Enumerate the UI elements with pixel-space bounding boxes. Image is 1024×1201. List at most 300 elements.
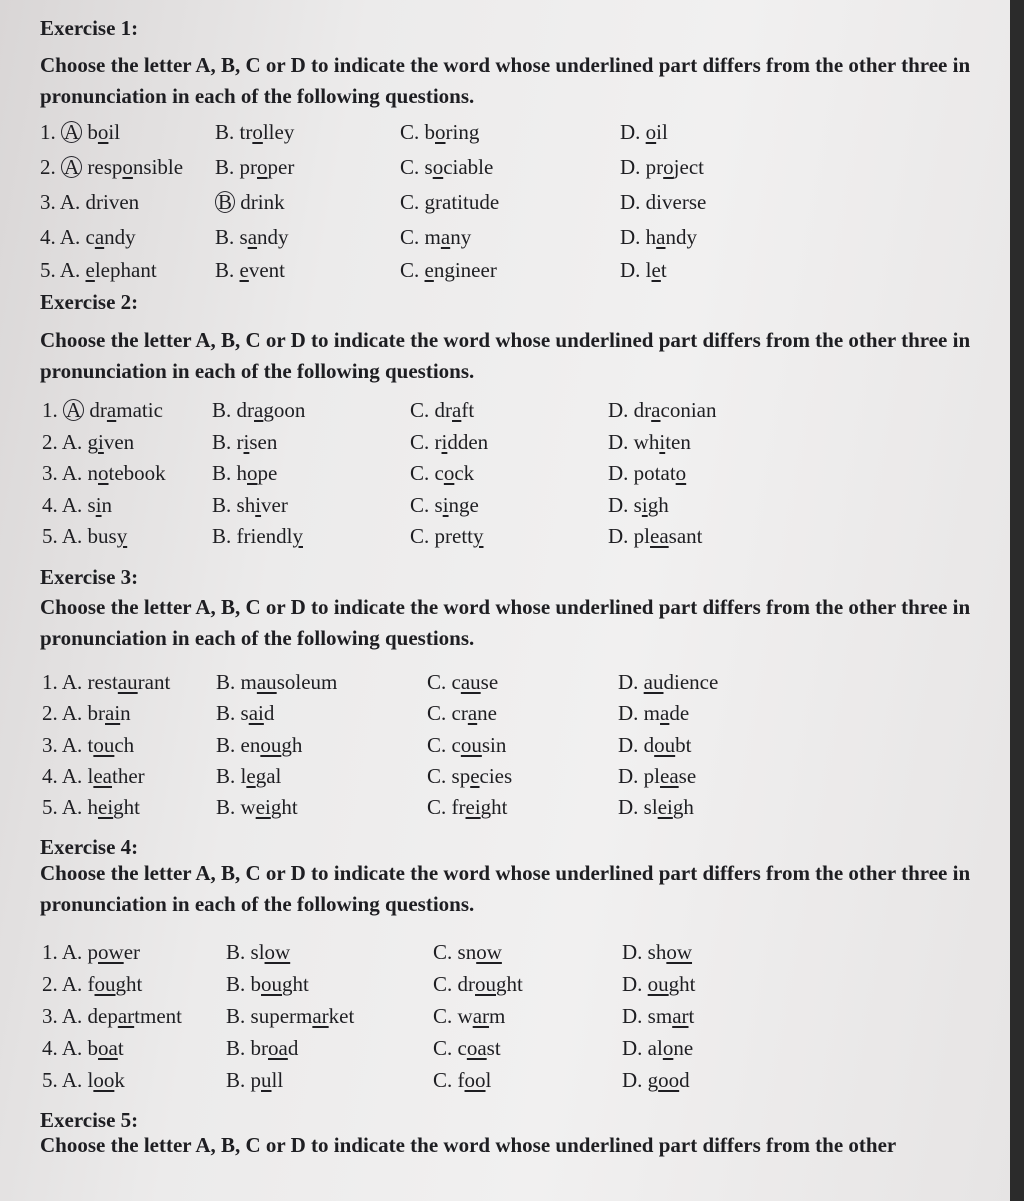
option-letter: D: [620, 190, 636, 214]
exercise-title: Exercise 2:: [40, 290, 139, 314]
option-letter: A: [61, 795, 78, 819]
option-word: cousin: [451, 733, 507, 757]
option-letter: C: [410, 524, 425, 548]
option-separator: .: [77, 795, 88, 819]
option-letter: B: [215, 258, 230, 282]
option-separator: .: [240, 1004, 251, 1028]
answer-option[interactable]: [618, 764, 696, 789]
option-separator: .: [447, 1036, 458, 1060]
answer-option[interactable]: [226, 1004, 354, 1029]
answer-option[interactable]: [618, 670, 718, 695]
answer-option[interactable]: [433, 940, 502, 965]
answer-option[interactable]: [40, 120, 120, 145]
option-letter: D: [618, 701, 634, 725]
option-separator: .: [229, 258, 240, 282]
option-separator: .: [230, 764, 241, 788]
question-number: 4.: [42, 764, 62, 788]
option-word: boring: [424, 120, 480, 144]
option-letter: B: [215, 120, 230, 144]
option-letter: B: [216, 733, 231, 757]
option-letter: B: [216, 764, 231, 788]
option-letter: D: [618, 733, 634, 757]
option-separator: .: [633, 795, 644, 819]
answer-option[interactable]: [608, 493, 669, 518]
option-separator: .: [77, 670, 88, 694]
answer-option[interactable]: [400, 225, 471, 250]
option-separator: .: [623, 461, 634, 485]
option-word: shiver: [236, 493, 288, 517]
question-number: 2.: [42, 430, 62, 454]
answer-option[interactable]: [608, 398, 716, 423]
option-letter: B: [212, 398, 227, 422]
option-letter: D: [608, 398, 624, 422]
option-word: smart: [647, 1004, 695, 1028]
option-word: sleigh: [643, 795, 694, 819]
answer-option[interactable]: [42, 795, 140, 820]
option-word: engineer: [424, 258, 497, 282]
option-separator: .: [424, 430, 435, 454]
option-separator: .: [77, 1036, 88, 1060]
option-letter: D: [618, 670, 634, 694]
answer-option[interactable]: [212, 461, 277, 486]
option-separator: .: [240, 972, 251, 996]
option-letter: C: [433, 1036, 448, 1060]
answer-option[interactable]: [42, 670, 170, 695]
option-letter: D: [620, 155, 636, 179]
option-word: dragoon: [236, 398, 306, 422]
option-word: look: [87, 1068, 125, 1092]
option-separator: .: [414, 225, 425, 249]
option-letter: A: [61, 733, 78, 757]
answer-option[interactable]: [215, 225, 289, 250]
option-word: legal: [240, 764, 282, 788]
question-number: 4.: [42, 493, 62, 517]
answer-option[interactable]: [410, 430, 488, 455]
answer-option[interactable]: [42, 1036, 124, 1061]
answer-option[interactable]: [608, 524, 703, 549]
photo-edge: [1010, 0, 1024, 1201]
option-separator: .: [623, 493, 634, 517]
option-separator: .: [77, 461, 88, 485]
option-word: oil: [645, 120, 668, 144]
option-separator: .: [633, 701, 644, 725]
option-letter: C: [427, 795, 442, 819]
option-word: alone: [647, 1036, 694, 1060]
option-separator: .: [633, 733, 644, 757]
option-separator: .: [447, 1068, 458, 1092]
answer-option[interactable]: [618, 733, 692, 758]
option-separator: .: [441, 701, 452, 725]
option-letter: C: [427, 764, 442, 788]
option-letter: B: [216, 795, 231, 819]
option-letter: A: [61, 701, 78, 725]
option-word: boil: [87, 120, 121, 144]
exercise-instruction: Choose the letter A, B, C or D to indicate the word whose underlined part differs from the other: [40, 1133, 897, 1157]
option-word: warm: [457, 1004, 506, 1028]
exercise-title: Exercise 3:: [40, 565, 139, 589]
option-separator: .: [77, 524, 88, 548]
answer-option[interactable]: [400, 190, 499, 215]
option-word: project: [645, 155, 704, 179]
answer-option[interactable]: [42, 1068, 125, 1093]
option-separator: .: [230, 670, 241, 694]
option-word: audience: [643, 670, 719, 694]
option-separator: .: [414, 120, 425, 144]
option-separator: .: [623, 398, 634, 422]
answer-option[interactable]: [226, 1068, 283, 1093]
question-number: 5.: [42, 795, 62, 819]
answer-option[interactable]: [622, 972, 696, 997]
option-letter: C: [410, 398, 425, 422]
option-separator: .: [77, 493, 88, 517]
answer-option[interactable]: [42, 972, 142, 997]
option-word: candy: [85, 225, 136, 249]
option-separator: .: [229, 225, 240, 249]
option-separator: .: [635, 155, 646, 179]
option-letter: A: [61, 972, 78, 996]
answer-option[interactable]: [622, 1068, 690, 1093]
option-word: weight: [240, 795, 298, 819]
option-letter: A: [61, 524, 78, 548]
option-separator: .: [226, 461, 237, 485]
answer-option[interactable]: [433, 1036, 501, 1061]
option-word: fool: [457, 1068, 492, 1092]
answer-option[interactable]: [427, 701, 497, 726]
answer-option[interactable]: [40, 225, 136, 250]
option-word: crane: [451, 701, 497, 725]
option-separator: .: [447, 940, 458, 964]
answer-option[interactable]: [410, 461, 474, 486]
answer-option[interactable]: [42, 524, 127, 549]
option-word: given: [87, 430, 135, 454]
option-word: pull: [250, 1068, 284, 1092]
answer-option[interactable]: [608, 430, 691, 455]
question-number: 2.: [42, 701, 62, 725]
option-word: show: [647, 940, 693, 964]
question-number: 4.: [42, 1036, 62, 1060]
answer-option[interactable]: [215, 258, 285, 283]
option-letter: C: [410, 461, 425, 485]
option-word: slow: [250, 940, 291, 964]
answer-option[interactable]: [40, 258, 157, 283]
option-letter: D: [608, 493, 624, 517]
answer-option[interactable]: [42, 398, 163, 423]
option-separator: .: [447, 1004, 458, 1028]
option-letter: C: [427, 701, 442, 725]
option-word: responsible: [87, 155, 184, 179]
answer-option[interactable]: [410, 524, 484, 549]
option-letter: B: [226, 1068, 241, 1092]
option-word: doubt: [643, 733, 692, 757]
option-word: risen: [236, 430, 278, 454]
option-letter: D: [618, 795, 634, 819]
option-letter: A: [59, 258, 76, 282]
option-separator: .: [77, 1004, 88, 1028]
option-word: hope: [236, 461, 278, 485]
option-letter: B: [216, 701, 231, 725]
option-word: restaurant: [87, 670, 171, 694]
answer-option[interactable]: [433, 1068, 491, 1093]
option-letter: C: [433, 940, 448, 964]
option-separator: .: [230, 733, 241, 757]
answer-option[interactable]: [216, 701, 274, 726]
option-word: height: [87, 795, 141, 819]
answer-option[interactable]: [427, 733, 506, 758]
option-word: enough: [240, 733, 303, 757]
answer-option[interactable]: [42, 701, 131, 726]
option-letter: B: [226, 1004, 241, 1028]
option-letter: B: [212, 461, 227, 485]
answer-option[interactable]: [216, 764, 281, 789]
answer-option[interactable]: [427, 764, 512, 789]
option-word: many: [424, 225, 472, 249]
option-word: good: [647, 1068, 690, 1092]
option-separator: .: [633, 670, 644, 694]
answer-option[interactable]: [212, 524, 303, 549]
option-letter: C: [433, 1068, 448, 1092]
option-word: fought: [87, 972, 143, 996]
option-word: power: [87, 940, 141, 964]
option-letter: B: [212, 493, 227, 517]
option-separator: .: [229, 155, 240, 179]
option-letter: A: [61, 670, 78, 694]
answer-option[interactable]: [42, 493, 112, 518]
question-number: 2.: [42, 972, 62, 996]
option-letter: C: [410, 493, 425, 517]
answer-option[interactable]: [216, 670, 337, 695]
answer-option[interactable]: [620, 120, 668, 145]
answer-option[interactable]: [410, 398, 474, 423]
option-word: supermarket: [250, 1004, 355, 1028]
answer-option[interactable]: [618, 701, 689, 726]
answer-option[interactable]: [226, 972, 309, 997]
answer-option[interactable]: [410, 493, 479, 518]
option-letter: D: [618, 764, 634, 788]
option-separator: .: [240, 1036, 251, 1060]
option-word: friendly: [236, 524, 303, 548]
answer-option[interactable]: [40, 155, 183, 180]
option-word: brain: [87, 701, 131, 725]
option-separator: .: [637, 972, 648, 996]
option-word: sin: [87, 493, 113, 517]
option-separator: .: [77, 430, 88, 454]
option-letter: B: [216, 670, 231, 694]
question-number: 1.: [40, 120, 61, 144]
option-letter: C: [400, 225, 415, 249]
option-letter: A: [61, 1004, 78, 1028]
option-separator: .: [635, 190, 646, 214]
answer-option[interactable]: [618, 795, 694, 820]
option-letter: C: [427, 733, 442, 757]
option-word: made: [643, 701, 690, 725]
option-separator: .: [441, 764, 452, 788]
answer-option[interactable]: [427, 795, 508, 820]
answer-option[interactable]: [620, 258, 667, 283]
option-letter: B: [212, 524, 227, 548]
option-word: notebook: [87, 461, 166, 485]
option-letter: A: [61, 493, 78, 517]
question-number: 5.: [40, 258, 60, 282]
answer-option[interactable]: [226, 1036, 298, 1061]
question-number: 1.: [42, 940, 62, 964]
option-letter: C: [400, 190, 415, 214]
answer-option[interactable]: [216, 795, 298, 820]
option-word: busy: [87, 524, 128, 548]
option-letter: D: [620, 225, 636, 249]
option-word: whiten: [633, 430, 691, 454]
option-letter: C: [433, 1004, 448, 1028]
option-separator: .: [635, 258, 646, 282]
option-word: department: [87, 1004, 182, 1028]
answer-option[interactable]: [40, 190, 139, 215]
answer-option[interactable]: [215, 190, 285, 215]
answer-option[interactable]: [400, 258, 497, 283]
exercise-instruction: Choose the letter A, B, C or D to indicate the word whose underlined part differs from the other three in pronunciation in each of the following questions.: [40, 328, 971, 383]
answer-option[interactable]: [42, 430, 134, 455]
option-word: leather: [87, 764, 145, 788]
option-separator: .: [77, 940, 88, 964]
question-number: 1.: [42, 398, 63, 422]
option-word: singe: [434, 493, 479, 517]
option-word: cause: [451, 670, 499, 694]
option-letter: C: [400, 155, 415, 179]
option-letter: B: [226, 1036, 241, 1060]
option-separator: .: [77, 701, 88, 725]
circled-option-letter: A: [61, 156, 82, 178]
option-word: drink: [240, 190, 285, 214]
option-word: let: [645, 258, 667, 282]
option-word: elephant: [85, 258, 157, 282]
option-word: please: [643, 764, 697, 788]
option-letter: D: [608, 430, 624, 454]
option-separator: .: [75, 190, 86, 214]
option-word: proper: [239, 155, 295, 179]
question-number: 4.: [40, 225, 60, 249]
option-separator: .: [635, 120, 646, 144]
answer-option[interactable]: [620, 155, 704, 180]
answer-option[interactable]: [42, 940, 140, 965]
option-separator: .: [229, 120, 240, 144]
option-letter: C: [400, 120, 415, 144]
answer-option[interactable]: [215, 120, 294, 145]
answer-option[interactable]: [608, 461, 686, 486]
option-word: species: [451, 764, 513, 788]
answer-option[interactable]: [42, 733, 134, 758]
answer-option[interactable]: [212, 398, 305, 423]
option-separator: .: [424, 493, 435, 517]
option-word: broad: [250, 1036, 299, 1060]
answer-option[interactable]: [400, 120, 479, 145]
option-letter: D: [608, 524, 624, 548]
option-separator: .: [414, 258, 425, 282]
exercise-title: Exercise 1:: [40, 16, 139, 40]
option-separator: .: [77, 972, 88, 996]
answer-option[interactable]: [620, 190, 706, 215]
answer-option[interactable]: [622, 940, 692, 965]
exercise-title: Exercise 5:: [40, 1108, 139, 1132]
option-letter: A: [59, 225, 76, 249]
question-number: 2.: [40, 155, 61, 179]
option-letter: B: [226, 972, 241, 996]
answer-option[interactable]: [42, 1004, 182, 1029]
answer-option[interactable]: [622, 1036, 693, 1061]
option-word: sociable: [424, 155, 494, 179]
answer-option[interactable]: [620, 225, 697, 250]
option-word: draft: [434, 398, 475, 422]
option-letter: A: [61, 430, 78, 454]
option-letter: A: [61, 461, 78, 485]
circled-option-letter: A: [63, 399, 84, 421]
option-letter: A: [61, 764, 78, 788]
answer-option[interactable]: [212, 430, 277, 455]
option-word: ought: [647, 972, 696, 996]
option-letter: D: [620, 120, 636, 144]
option-letter: A: [61, 1068, 78, 1092]
option-word: dramatic: [89, 398, 163, 422]
option-word: pretty: [434, 524, 484, 548]
option-separator: .: [424, 461, 435, 485]
answer-option[interactable]: [215, 155, 294, 180]
option-word: gratitude: [424, 190, 500, 214]
option-separator: .: [414, 190, 425, 214]
question-number: 5.: [42, 1068, 62, 1092]
option-separator: .: [633, 764, 644, 788]
answer-option[interactable]: [622, 1004, 694, 1029]
option-separator: .: [441, 733, 452, 757]
option-word: snow: [457, 940, 502, 964]
option-letter: B: [215, 225, 230, 249]
option-separator: .: [230, 795, 241, 819]
option-word: driven: [85, 190, 140, 214]
answer-option[interactable]: [433, 1004, 505, 1029]
option-separator: .: [226, 398, 237, 422]
question-number: 1.: [42, 670, 62, 694]
option-separator: .: [637, 1068, 648, 1092]
answer-option[interactable]: [42, 461, 166, 486]
option-letter: B: [212, 430, 227, 454]
question-number: 3.: [42, 1004, 62, 1028]
answer-option[interactable]: [42, 764, 145, 789]
option-separator: .: [424, 398, 435, 422]
question-number: 3.: [42, 733, 62, 757]
exercise-instruction: Choose the letter A, B, C or D to indicate the word whose underlined part differs from the other three in pronunciation in each of the following questions.: [40, 53, 971, 108]
answer-option[interactable]: [433, 972, 523, 997]
exercise-title: Exercise 4:: [40, 835, 139, 859]
option-letter: D: [622, 1036, 638, 1060]
answer-option[interactable]: [400, 155, 493, 180]
option-letter: A: [61, 940, 78, 964]
option-separator: .: [75, 258, 86, 282]
option-separator: .: [77, 733, 88, 757]
option-letter: D: [622, 940, 638, 964]
option-separator: .: [637, 1004, 648, 1028]
option-letter: D: [622, 1004, 638, 1028]
question-number: 5.: [42, 524, 62, 548]
answer-option[interactable]: [216, 733, 302, 758]
option-word: coast: [457, 1036, 501, 1060]
option-separator: .: [441, 670, 452, 694]
option-word: freight: [451, 795, 508, 819]
circled-option-letter: A: [61, 121, 82, 143]
answer-option[interactable]: [427, 670, 498, 695]
option-word: touch: [87, 733, 135, 757]
answer-option[interactable]: [226, 940, 290, 965]
option-word: sandy: [239, 225, 289, 249]
option-letter: D: [622, 972, 638, 996]
answer-option[interactable]: [212, 493, 288, 518]
option-separator: .: [226, 493, 237, 517]
option-separator: .: [623, 524, 634, 548]
